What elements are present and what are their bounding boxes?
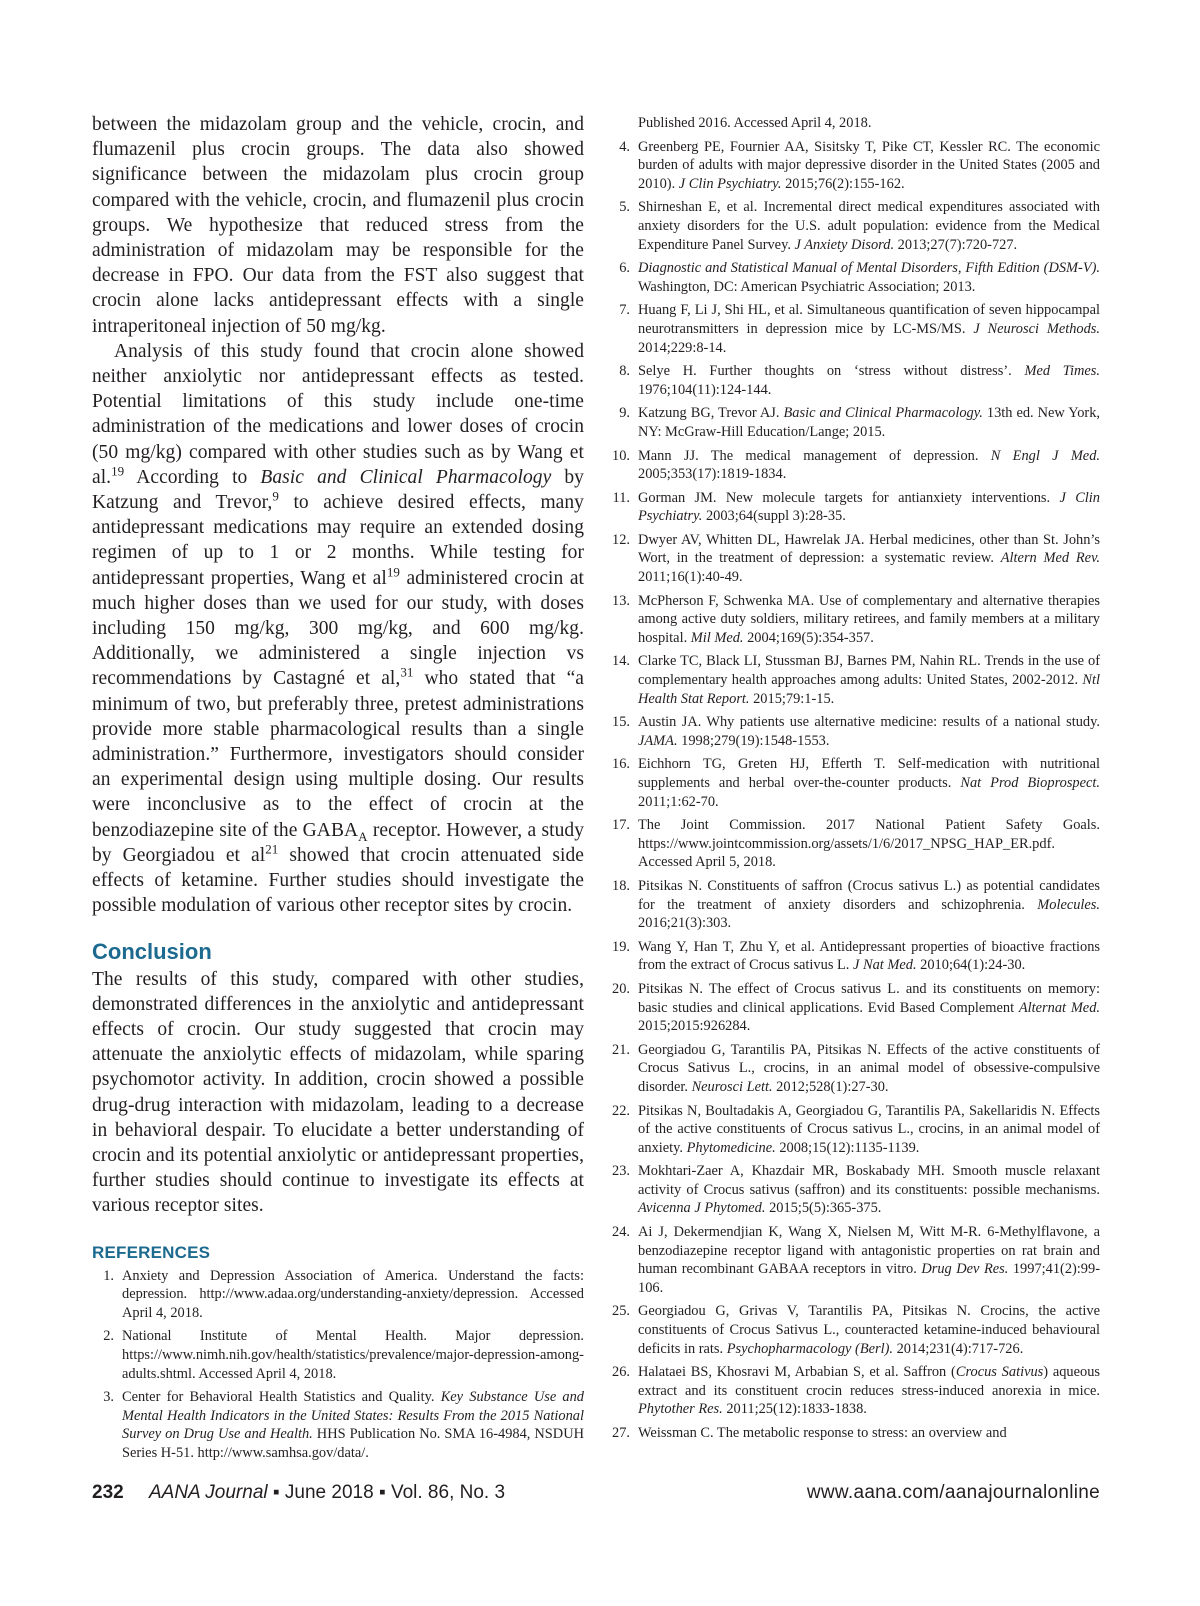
reference-item xyxy=(608,362,1100,399)
reference-text: 2015;79:1-15. xyxy=(749,690,835,707)
reference-text: ) aqueous extract and its constituent crocin reduces stress-induced anorexia in mice. xyxy=(638,1364,1100,1399)
reference-text: Selye H. Further thoughts on ‘stress without distress’. xyxy=(638,363,1025,380)
reference-text: Wang Y, Han T, Zhu Y, et al. Antidepressant properties of bioactive fractions from the extract of Crocus sativus L. xyxy=(638,938,1100,974)
text-segment: Basic and Clinical Pharmacology xyxy=(260,466,552,488)
reference-number: 21. xyxy=(612,1041,630,1058)
reference-number: 18. xyxy=(612,877,630,894)
reference-source-italic: Med Times. xyxy=(1024,363,1100,380)
reference-text: 2010;64(1):24-30. xyxy=(916,957,1026,974)
reference-source-italic: Molecules. xyxy=(1037,896,1100,913)
reference-number: 24. xyxy=(612,1224,630,1241)
reference-text: Center for Behavioral Health Statistics and Quality. xyxy=(122,1389,441,1406)
reference-number: 13. xyxy=(612,592,630,609)
reference-text: 2011;1:62-70. xyxy=(638,793,719,810)
reference-item xyxy=(608,1162,1100,1218)
reference-text: Pitsikas N, Boultadakis A, Georgiadou G, Tarantilis PA, Sakellaridis N. Effects of the active constituents of Crocus sativus L., crocins, in an animal model of anxiety. xyxy=(638,1102,1100,1156)
reference-text: 2015;2015:926284. xyxy=(638,1018,751,1035)
reference-text: Huang F, Li J, Shi HL, et al. Simultaneous quantification of seven hippocampal neurotransmitters in depression mice by LC-MS/MS. xyxy=(638,302,1100,337)
reference-item xyxy=(608,198,1100,254)
reference-source-italic: Diagnostic and Statistical Manual of Mental Disorders, Fifth Edition (DSM-V). xyxy=(638,260,1100,277)
reference-source-italic: Nat Prod Bioprospect. xyxy=(960,775,1100,791)
citation-superscript: 19 xyxy=(386,564,400,580)
reference-text: Washington, DC: American Psychiatric Association; 2013. xyxy=(638,278,976,295)
reference-source-italic: J Clin Psychiatry. xyxy=(638,489,1100,525)
reference-text: 2013;27(7):720-727. xyxy=(894,236,1018,253)
reference-number: 16. xyxy=(612,756,630,773)
reference-number: 27. xyxy=(612,1425,630,1441)
reference-number: 15. xyxy=(612,714,630,731)
journal-issue: ▪ June 2018 ▪ Vol. 86, No. 3 xyxy=(272,1482,506,1503)
text-segment: by Katzung and Trevor, xyxy=(92,466,584,514)
reference-source-italic: Drug Dev Res. xyxy=(921,1261,1009,1278)
conclusion-heading: Conclusion xyxy=(92,938,212,964)
reference-text: Ai J, Dekermendjian K, Wang X, Nielsen M, Witt M-R. 6-Methylflavone, a benzodiazepine receptor ligand with antagonistic properties on rat brain and human recombinant GABAA receptors in vitro. xyxy=(638,1224,1100,1278)
reference-source-italic: N Engl J Med. xyxy=(990,447,1100,464)
reference-item xyxy=(608,138,1100,194)
body-paragraph-2 xyxy=(92,339,584,919)
reference-number: 20. xyxy=(612,980,630,997)
reference-item xyxy=(608,1102,1100,1158)
reference-number: 5. xyxy=(619,199,630,216)
reference-3-continuation: Published 2016. Accessed April 4, 2018. xyxy=(638,115,872,131)
reference-item xyxy=(608,713,1100,750)
text-segment: According to xyxy=(124,466,261,488)
reference-item xyxy=(92,1267,584,1323)
reference-source-italic: JAMA. xyxy=(638,732,678,749)
text-segment: showed that crocin attenuated side effects of ketamine. Further studies should investigate the possible modulation of various other receptor sites by crocin. xyxy=(92,844,585,917)
reference-item xyxy=(92,1327,584,1383)
reference-item xyxy=(608,301,1100,357)
page-footer xyxy=(92,1482,1100,1504)
reference-text: HHS Publication No. SMA 16-4984, NSDUH Series H-51. http://www.samhsa.gov/data/. xyxy=(122,1426,584,1461)
reference-source-italic: Phytomedicine. xyxy=(686,1139,776,1156)
reference-number: 26. xyxy=(612,1364,630,1381)
reference-item xyxy=(92,1388,584,1462)
reference-text: 1998;279(19):1548-1553. xyxy=(677,732,830,749)
reference-text: National Institute of Mental Health. Major depression. https://www.nimh.nih.gov/health/statistics/prevalence/major-depression-among-adults.shtml. Accessed April 4, 2018. xyxy=(122,1328,584,1382)
reference-source-italic: J Neurosci Methods. xyxy=(973,320,1100,337)
reference-number: 4. xyxy=(619,138,630,155)
reference-text: 2015;5(5):365-375. xyxy=(765,1200,882,1217)
reference-source-italic: J Nat Med. xyxy=(853,957,917,974)
reference-text: Pitsikas N. The effect of Crocus sativus L. and its constituents on memory: basic studies and clinical applications. Evid Based Complement xyxy=(638,980,1100,1016)
citation-superscript: 21 xyxy=(265,841,279,857)
reference-text: Eichhorn TG, Greten HJ, Efferth T. Self-medication with nutritional supplements and herbal over-the-counter products. xyxy=(638,756,1100,791)
reference-text: 2015;76(2):155-162. xyxy=(781,175,905,192)
reference-item xyxy=(608,938,1100,975)
reference-item xyxy=(608,1041,1100,1097)
reference-number: 23. xyxy=(612,1163,630,1180)
body-paragraph-1: between the midazolam group and the vehicle, crocin, and flumazenil plus crocin groups. The data also showed significance between the midazolam plus crocin group compared with the vehicle, crocin, and flumazenil plus crocin groups. We hypothesize that reduced stress from the administration of midazolam may be responsible for the decrease in FPO. Our data from the FST also suggest that crocin alone lacks antidepressant effects with a single intraperitoneal injection of 50 mg/kg. xyxy=(92,114,584,337)
left-column xyxy=(92,112,584,1467)
references-heading: REFERENCES xyxy=(92,1242,211,1262)
reference-source-italic: Ntl Health Stat Report. xyxy=(638,672,1100,707)
reference-text: Shirneshan E, et al. Incremental direct medical expenditures associated with anxiety disorders for the U.S. adult population: evidence from the Medical Expenditure Panel Survey. xyxy=(638,199,1100,253)
reference-item xyxy=(608,404,1100,441)
reference-item xyxy=(608,877,1100,933)
reference-text: Weissman C. The metabolic response to stress: an overview and xyxy=(638,1425,1007,1441)
reference-text: Katzung BG, Trevor AJ. xyxy=(638,405,784,422)
reference-text: 2011;25(12):1833-1838. xyxy=(722,1401,867,1418)
reference-source-italic: Altern Med Rev. xyxy=(1000,550,1100,567)
reference-source-italic: Crocus Sativus xyxy=(955,1364,1044,1381)
reference-text: Gorman JM. New molecule targets for antianxiety interventions. xyxy=(638,489,1060,506)
reference-text: Austin JA. Why patients use alternative medicine: results of a national study. xyxy=(638,714,1100,731)
reference-source-italic: Avicenna J Phytomed. xyxy=(638,1200,766,1217)
reference-text: McPherson F, Schwenka MA. Use of complementary and alternative therapies among active duty soldiers, military retirees, and family members at a military hospital. xyxy=(638,592,1100,646)
reference-text: 13th ed. New York, NY: McGraw-Hill Education/Lange; 2015. xyxy=(638,405,1100,440)
reference-text: Clarke TC, Black LI, Stussman BJ, Barnes PM, Nahin RL. Trends in the use of complementary health approaches among adults: United States, 2002-2012. xyxy=(638,653,1100,689)
journal-url: www.aana.com/aanajournalonline xyxy=(806,1482,1100,1503)
reference-text: 1976;104(11):124-144. xyxy=(638,381,772,398)
reference-item xyxy=(608,652,1100,708)
reference-number: 10. xyxy=(612,447,630,464)
reference-text: Mokhtari-Zaer A, Khazdair MR, Boskabady MH. Smooth muscle relaxant activity of Crocus sativus (saffron) and its constituents: possible mechanisms. xyxy=(638,1163,1100,1198)
reference-item xyxy=(608,980,1100,1036)
reference-item xyxy=(608,755,1100,811)
reference-item xyxy=(608,447,1100,484)
reference-item xyxy=(608,489,1100,526)
reference-text: Dwyer AV, Whitten DL, Hawrelak JA. Herbal medicines, other than St. John’s Wort, in the treatment of depression: a systematic review. xyxy=(638,531,1100,567)
reference-number: 25. xyxy=(612,1303,630,1320)
reference-text: Georgiadou G, Tarantilis PA, Pitsikas N. Effects of the active constituents of Crocus Sativus L., crocins, in an animal model of obsessive-compulsive disorder. xyxy=(638,1041,1100,1095)
citation-superscript: 19 xyxy=(111,463,125,479)
reference-text: 2008;15(12):1135-1139. xyxy=(775,1139,920,1156)
reference-number: 9. xyxy=(619,405,630,422)
reference-text: 2014;229:8-14. xyxy=(638,339,727,356)
reference-item xyxy=(608,531,1100,587)
citation-superscript: 9 xyxy=(272,488,279,504)
reference-list-right xyxy=(608,138,1100,1443)
reference-source-italic: Key Substance Use and Mental Health Indicators in the United States: Results From the 2015 National Survey on Drug Use and Health. xyxy=(122,1389,585,1443)
reference-number: 7. xyxy=(619,302,630,319)
reference-number: 1. xyxy=(103,1267,114,1284)
reference-source-italic: Alternat Med. xyxy=(1018,999,1100,1016)
reference-text: The Joint Commission. 2017 National Patient Safety Goals. https://www.jointcommission.org/assets/1/6/2017_NPSG_HAP_ER.pdf. Accessed April 5, 2018. xyxy=(638,817,1100,871)
page-number: 232 xyxy=(92,1482,124,1503)
reference-number: 3. xyxy=(103,1389,114,1406)
reference-number: 12. xyxy=(612,531,630,548)
reference-text: 2016;21(3):303. xyxy=(638,915,732,932)
reference-item xyxy=(608,1363,1100,1419)
reference-text: 2012;528(1):27-30. xyxy=(772,1078,889,1095)
reference-source-italic: J Anxiety Disord. xyxy=(794,236,895,253)
reference-number: 8. xyxy=(619,363,630,380)
reference-source-italic: Phytother Res. xyxy=(638,1401,723,1418)
reference-item xyxy=(608,1302,1100,1358)
reference-source-italic: Psychopharmacology (Berl). xyxy=(726,1340,893,1357)
text-segment: administered crocin at much higher doses than we used for our study, with doses including 150 mg/kg, 300 mg/kg, and 600 mg/kg. Additionally, we administered a single injection vs recommendations by Castagné et al, xyxy=(92,567,584,690)
text-segment: Analysis of this study found that crocin alone showed neither anxiolytic nor antidepressant effects as tested. Potential limitations of this study include one-time administration of the medications and lower doses of crocin (50 mg/kg) compared with other studies such as by Wang et al. xyxy=(92,340,584,488)
reference-item xyxy=(608,816,1100,872)
reference-text: 2005;353(17):1819-1834. xyxy=(638,466,787,483)
reference-text: 1997;41(2):99-106. xyxy=(638,1261,1100,1296)
reference-item xyxy=(608,1424,1100,1443)
reference-source-italic: Neurosci Lett. xyxy=(691,1078,773,1095)
reference-text: Anxiety and Depression Association of America. Understand the facts: depression. http://www.adaa.org/understanding-anxiety/depression. Accessed April 4, 2018. xyxy=(122,1267,584,1321)
reference-text: Georgiadou G, Grivas V, Tarantilis PA, Pitsikas N. Crocins, the active constituents of Crocus Sativus L., counteracted ketamine-induced behavioural deficits in rats. xyxy=(638,1303,1100,1357)
reference-list-left xyxy=(92,1267,584,1463)
reference-text: Halataei BS, Khosravi M, Arbabian S, et al. Saffron ( xyxy=(638,1364,956,1381)
right-column xyxy=(608,114,1100,1448)
text-segment: receptor. However, a study by Georgiadou et al xyxy=(92,819,585,866)
reference-number: 6. xyxy=(619,260,630,277)
reference-number: 19. xyxy=(612,938,630,955)
reference-text: 2014;231(4):717-726. xyxy=(892,1340,1024,1357)
text-segment: to achieve desired effects, many antidepressant medications may require an extended dosing regimen of up to 1 or 2 months. While testing for antidepressant properties, Wang et al xyxy=(92,492,584,589)
reference-text: 2011;16(1):40-49. xyxy=(638,569,743,586)
conclusion-paragraph: The results of this study, compared with other studies, demonstrated differences in the anxiolytic and antidepressant effects of crocin. Our study suggested that crocin may attenuate the anxiolytic effects of midazolam, while sparing psychomotor activity. In addition, crocin showed a possible drug-drug interaction with midazolam, leading to a decrease in behavioral despair. To elucidate a better understanding of crocin and its potential anxiolytic or antidepressant properties, further studies should continue to investigate its effects at various receptor sites. xyxy=(92,968,584,1217)
reference-text: Mann JJ. The medical management of depression. xyxy=(638,447,991,464)
reference-source-italic: Basic and Clinical Pharmacology. xyxy=(783,405,983,422)
reference-number: 11. xyxy=(612,489,630,506)
reference-text: Pitsikas N. Constituents of saffron (Crocus sativus L.) as potential candidates for the treatment of anxiety disorders and schizophrenia. xyxy=(638,877,1100,913)
reference-number: 17. xyxy=(612,817,630,834)
reference-item xyxy=(608,592,1100,648)
reference-source-italic: Mil Med. xyxy=(690,629,744,646)
reference-source-italic: J Clin Psychiatry. xyxy=(678,175,782,192)
reference-text: 2003;64(suppl 3):28-35. xyxy=(702,508,846,525)
reference-number: 2. xyxy=(103,1328,114,1345)
reference-number: 22. xyxy=(612,1102,630,1119)
journal-name: AANA Journal xyxy=(148,1482,268,1503)
citation-superscript: 31 xyxy=(400,664,414,680)
text-segment: A xyxy=(358,828,368,844)
reference-item xyxy=(608,259,1100,296)
text-segment: who stated that “a minimum of two, but preferably three, pretest administrations provide more stable pharmacological results than a single administration.” Furthermore, investigators should consider an experimental design using multiple dosing. Our results were inconclusive as to the effect of crocin at the benzodiazepine site of the GABA xyxy=(92,668,584,841)
reference-number: 14. xyxy=(612,653,630,670)
reference-text: Greenberg PE, Fournier AA, Sisitsky T, Pike CT, Kessler RC. The economic burden of adults with major depressive disorder in the United States (2005 and 2010). xyxy=(638,138,1100,192)
reference-text: 2004;169(5):354-357. xyxy=(743,629,874,646)
reference-item xyxy=(608,1223,1100,1297)
